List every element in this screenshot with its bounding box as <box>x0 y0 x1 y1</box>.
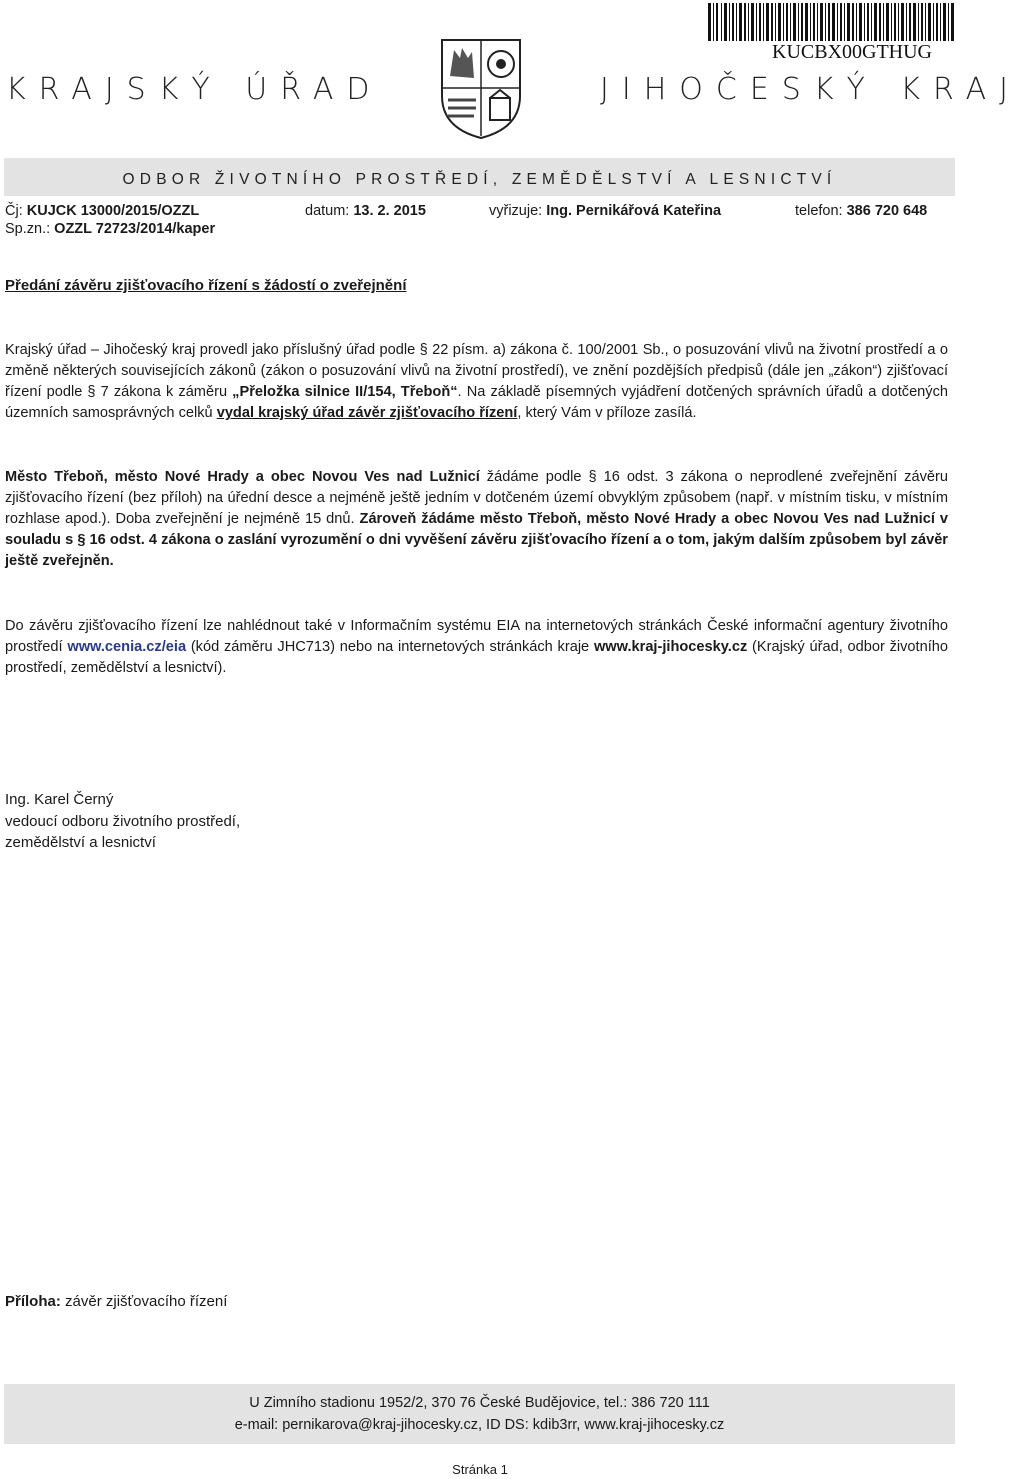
footer-address: U Zimního stadionu 1952/2, 370 76 České Budějovice, tel.: 386 720 111 <box>249 1395 710 1411</box>
signature-block <box>5 789 240 854</box>
handled-by: vyřizuje: Ing. Pernikářová Kateřina <box>489 203 722 219</box>
paragraph-request: Město Třeboň, město Nové Hrady a obec Novou Ves nad Lužnicí žádáme podle § 16 odst. 3 zákona o neprodlené zveřejnění závěru zjišťovacího řízení (bez příloh) na úřední desce a nejméně ještě jedním v dotčeném území obvyklým způsobem (např. v místním tisku, v místním rozhlase apod.). Doba zveřejnění je nejméně 15 dnů. Zároveň žádáme město Třeboň, město Nové Hrady a obec Novou Ves nad Lužnicí v souladu s § 16 odst. 4 zákona o zaslání vyrozumění o dni vyvěšení závěru zjišťovacího řízení a o tom, jakým dalším způsobem byl závěr ještě zveřejněn. <box>5 469 948 569</box>
decision-statement: vydal krajský úřad závěr zjišťovacího řízení <box>216 405 518 421</box>
phone-number: telefon: 386 720 648 <box>795 203 928 219</box>
header-office-title: KRAJSKÝ ÚŘAD <box>6 72 383 107</box>
barcode-code: KUCBX00GTHUG <box>772 41 932 63</box>
signatory-role-2: zemědělství a lesnictví <box>5 834 156 851</box>
page-number: Stránka 1 <box>452 1462 508 1477</box>
kraj-website-link[interactable]: www.kraj-jihocesky.cz <box>593 639 748 655</box>
paragraph-decision: Krajský úřad – Jihočeský kraj provedl jako příslušný úřad podle § 22 písm. a) zákona č. 100/2001 Sb., o posuzování vlivů na životní prostředí a o změně některých souvisejících zákonů (zákon o posuzování vlivů na životní prostředí), ve znění pozdějších předpisů (dále jen „zákon“) zjišťovací řízení podle § 7 zákona k záměru „Přeložka silnice II/154, Třeboň“. Na základě písemných vyjádření dotčených správních úřadů a dotčených územních samosprávných celků vydal krajský úřad závěr zjišťovacího řízení, který Vám v příloze zasílá. <box>5 342 949 421</box>
paragraph-info-system: Do závěru zjišťovacího řízení lze nahlédnout také v Informačním systému EIA na internetových stránkách České informační agentury životního prostředí www.cenia.cz/eia (kód záměru JHC713) nebo na internetových stránkách kraje www.kraj-jihocesky.cz (Krajský úřad, odbor životního prostředí, zemědělství a lesnictví). <box>5 618 949 676</box>
footer-contact <box>4 1384 955 1444</box>
document-date: datum: 13. 2. 2015 <box>305 203 426 219</box>
signatory-name: Ing. Karel Černý <box>5 791 114 808</box>
coat-of-arms-icon <box>438 36 524 140</box>
attachment-line: Příloha: závěr zjišťovacího řízení <box>5 1293 228 1310</box>
footer-email: e-mail: pernikarova@kraj-jihocesky.cz, ID DS: kdib3rr, www.kraj-jihocesky.cz <box>234 1417 725 1433</box>
file-reference: Sp.zn.: OZZL 72723/2014/kaper <box>5 221 216 237</box>
barcode-icon <box>708 3 954 41</box>
department-bar: ODBOR ŽIVOTNÍHO PROSTŘEDÍ, ZEMĚDĚLSTVÍ A LESNICTVÍ <box>4 158 955 196</box>
cenia-link[interactable]: www.cenia.cz/eia <box>67 639 187 655</box>
header-region-title: JIHOČESKÝ KRAJ <box>600 72 1021 107</box>
reference-number: Čj: KUJCK 13000/2015/OZZL <box>5 203 200 219</box>
document-subject: Předání závěru zjišťovacího řízení s žádostí o zveřejnění <box>5 277 407 294</box>
signatory-role-1: vedoucí odboru životního prostředí, <box>5 812 241 830</box>
project-name: „Přeložka silnice II/154, Třeboň“ <box>232 384 458 400</box>
